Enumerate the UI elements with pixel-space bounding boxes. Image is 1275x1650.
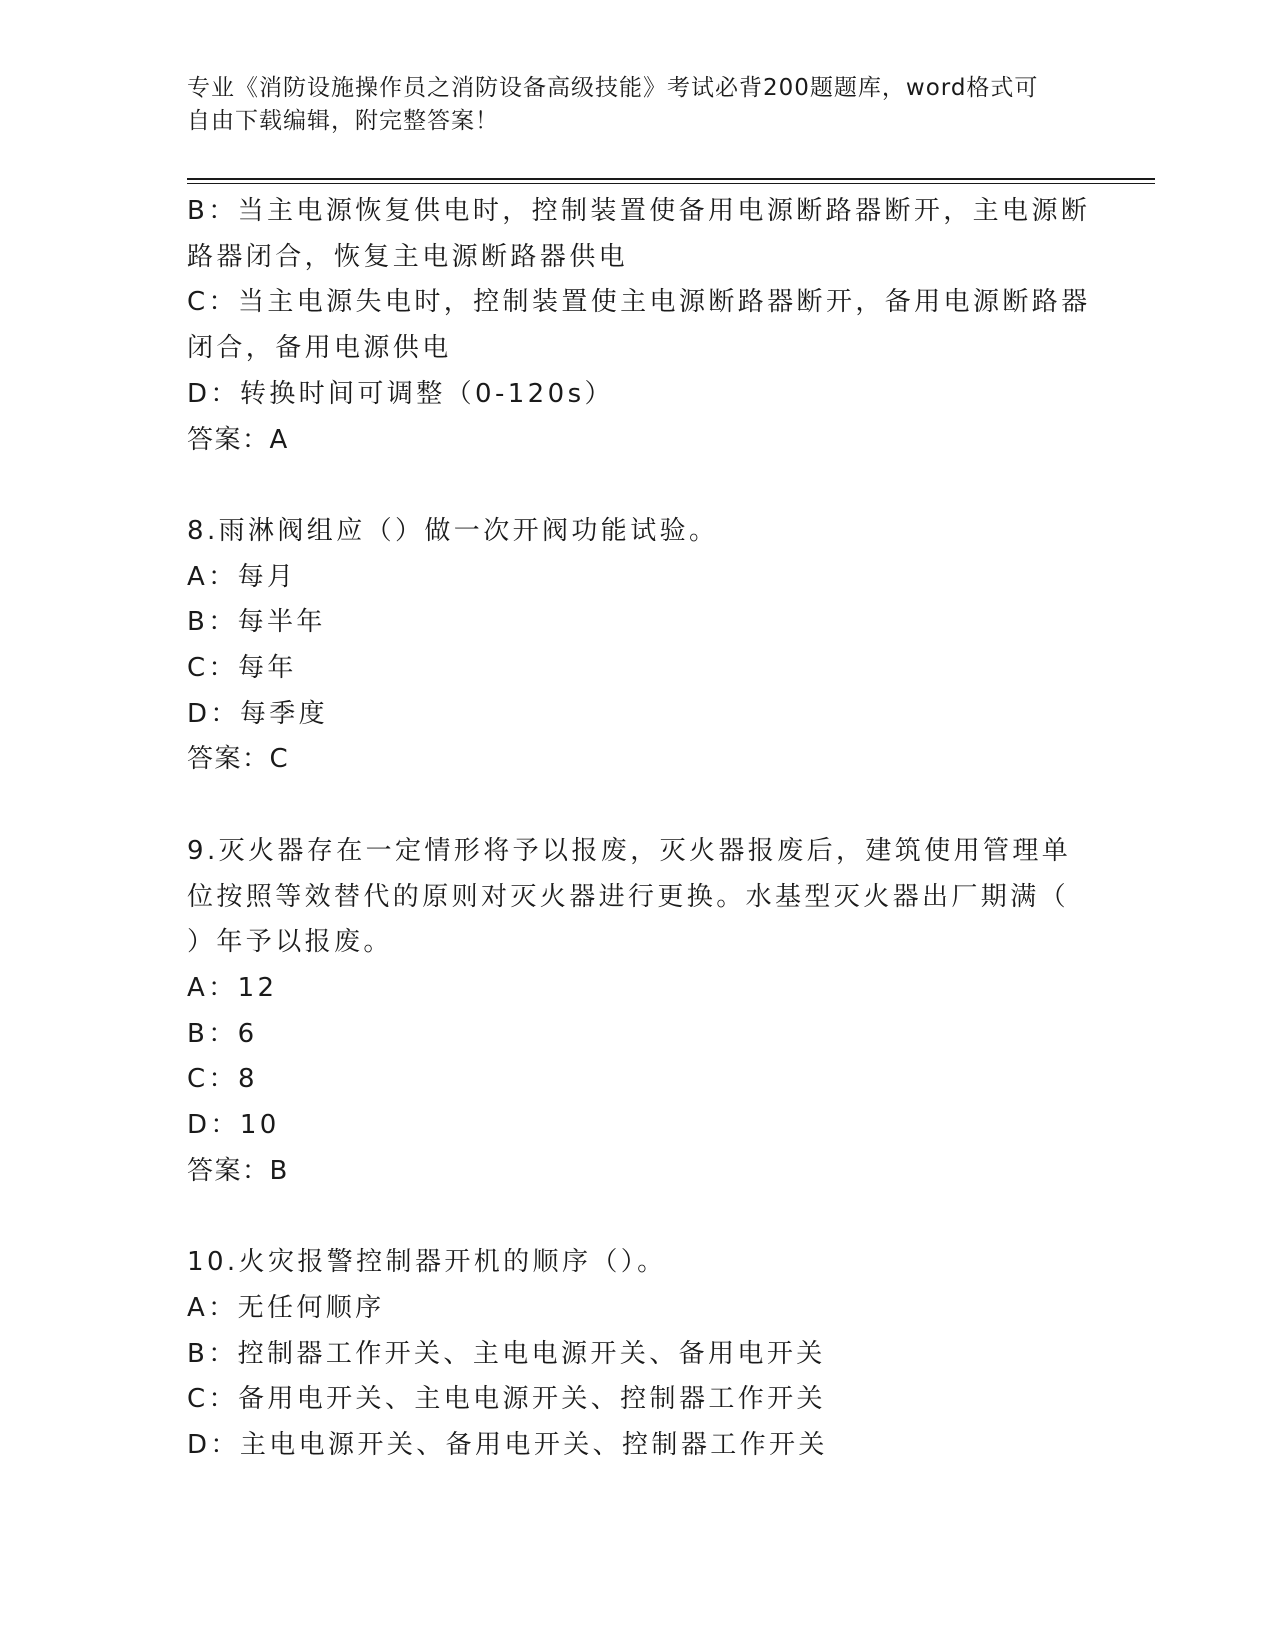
question-10 [187, 1240, 1087, 1469]
option-line: C：当主电源失电时，控制装置使主电源断路器断开，备用电源断路器 [187, 287, 1091, 318]
option-c: C：备用电开关、主电电源开关、控制器工作开关 [187, 1384, 826, 1415]
option-line: 路器闭合，恢复主电源断路器供电 [187, 241, 629, 272]
question-stem: 9.灭火器存在一定情形将予以报废，灭火器报废后，建筑使用管理单 [187, 835, 1072, 866]
option-a: A：无任何顺序 [187, 1292, 385, 1323]
question-9 [187, 829, 1087, 1195]
answer-line: 答案：A [187, 424, 289, 455]
question-stem: 位按照等效替代的原则对灭火器进行更换。水基型灭火器出厂期满（ [187, 881, 1070, 912]
header-title-line-2: 自由下载编辑，附完整答案！ [187, 108, 499, 134]
option-d: D：主电电源开关、备用电开关、控制器工作开关 [187, 1429, 828, 1460]
option-d: D：每季度 [187, 698, 329, 729]
spacer [187, 463, 1087, 509]
document-header [187, 72, 1087, 138]
option-b: B：控制器工作开关、主电电源开关、备用电开关 [187, 1338, 826, 1369]
spacer [187, 1194, 1087, 1240]
option-c: C：每年 [187, 653, 297, 684]
option-c: C：8 [187, 1064, 258, 1095]
question-stem: ）年予以报废。 [187, 927, 393, 958]
option-b: B：每半年 [187, 607, 326, 638]
question-8 [187, 509, 1087, 783]
answer-line: 答案：B [187, 1155, 289, 1186]
header-divider-thick [187, 178, 1155, 180]
option-b: B：6 [187, 1018, 258, 1049]
question-stem: 8.雨淋阀组应（）做一次开阀功能试验。 [187, 515, 719, 546]
option-line: D：转换时间可调整（0-120s） [187, 378, 614, 409]
answer-line: 答案：C [187, 744, 290, 775]
question-stem: 10.火灾报警控制器开机的顺序（）。 [187, 1247, 667, 1278]
question-list [187, 189, 1091, 1469]
option-d: D：10 [187, 1110, 280, 1141]
header-title-line-1: 专业《消防设施操作员之消防设备高级技能》考试必背200题题库，word格式可 [187, 75, 1039, 101]
option-a: A：12 [187, 972, 278, 1003]
option-line: 闭合，备用电源供电 [187, 333, 452, 364]
option-a: A：每月 [187, 561, 297, 592]
option-line: B：当主电源恢复供电时，控制装置使备用电源断路器断开，主电源断 [187, 196, 1091, 226]
question-7-continued [187, 189, 1091, 463]
header-divider-thin [187, 183, 1155, 184]
spacer [187, 783, 1087, 829]
